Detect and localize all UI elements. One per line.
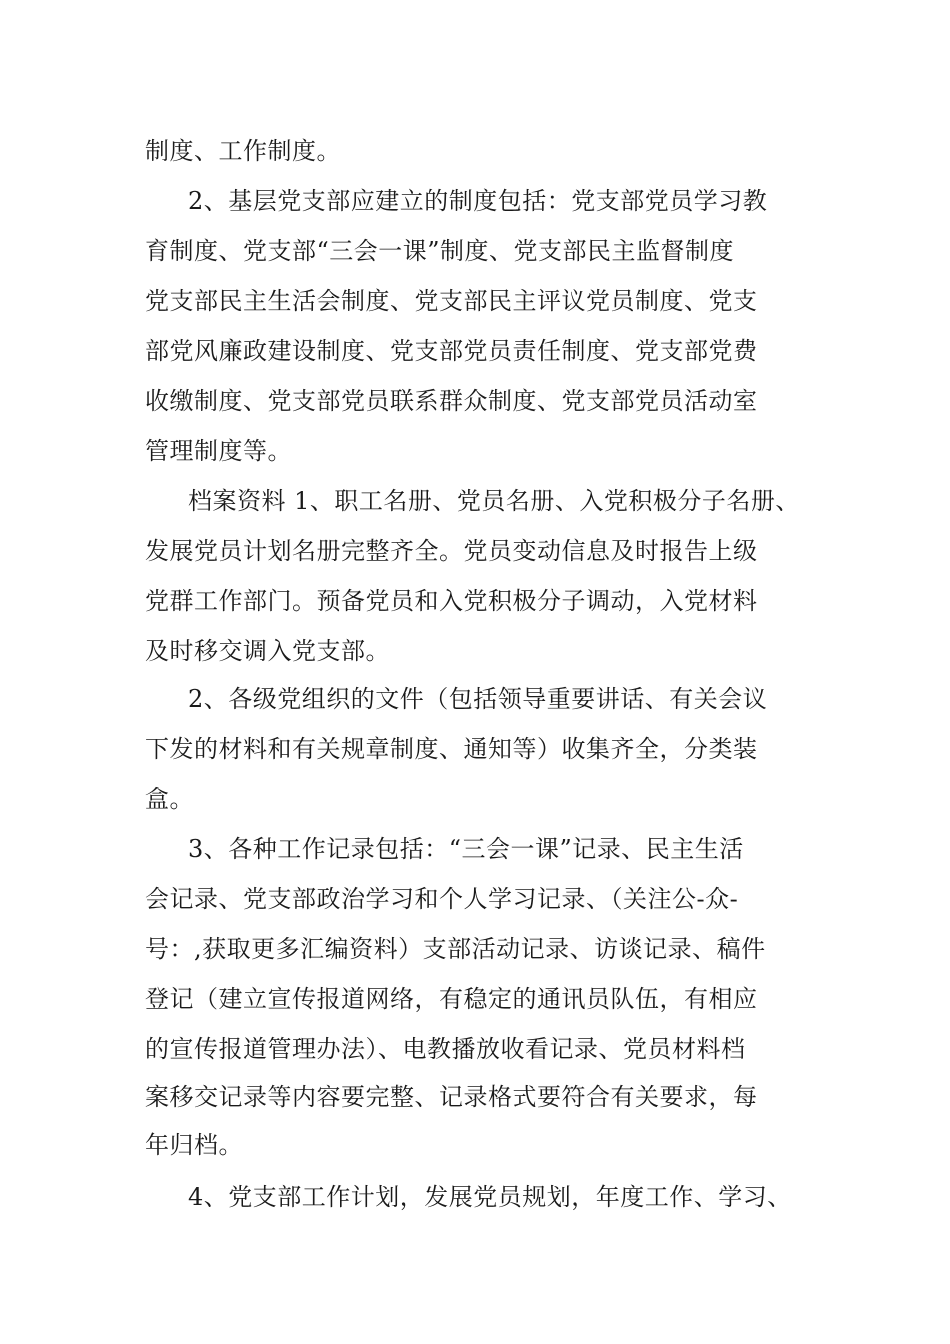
text-line: 登记（建立宣传报道网络，有稳定的通讯员队伍，有相应 bbox=[145, 985, 758, 1013]
text-line: 2、各级党组织的文件（包括领导重要讲话、有关会议 bbox=[188, 685, 768, 713]
text-line: 发展党员计划名册完整齐全。党员变动信息及时报告上级 bbox=[145, 537, 758, 565]
text-line: 收缴制度、党支部党员联系群众制度、党支部党员活动室 bbox=[145, 387, 758, 415]
text-line: 及时移交调入党支部。 bbox=[145, 637, 390, 665]
text-line: 部党风廉政建设制度、党支部党员责任制度、党支部党费 bbox=[145, 337, 758, 365]
text-line: 制度、工作制度。 bbox=[145, 137, 341, 165]
text-line: 会记录、党支部政治学习和个人学习记录、（关注公-众- bbox=[145, 885, 739, 913]
text-line: 的宣传报道管理办法）、电教播放收看记录、党员材料档 bbox=[145, 1035, 746, 1063]
text-line: 党群工作部门。预备党员和入党积极分子调动，入党材料 bbox=[145, 587, 758, 615]
text-line: 下发的材料和有关规章制度、通知等）收集齐全，分类装 bbox=[145, 735, 758, 763]
text-line: 管理制度等。 bbox=[145, 437, 292, 465]
text-line: 年归档。 bbox=[145, 1131, 243, 1159]
text-line: 育制度、党支部“三会一课”制度、党支部民主监督制度 bbox=[145, 237, 735, 265]
text-line: 党支部民主生活会制度、党支部民主评议党员制度、党支 bbox=[145, 287, 758, 315]
text-line: 档案资料 1、职工名册、党员名册、入党积极分子名册、 bbox=[188, 487, 800, 515]
text-line: 盒。 bbox=[145, 785, 194, 813]
text-line: 4、党支部工作计划，发展党员规划，年度工作、学习、 bbox=[188, 1183, 792, 1211]
text-line: 号：,获取更多汇编资料）支部活动记录、访谈记录、稿件 bbox=[145, 935, 766, 963]
text-line: 2、基层党支部应建立的制度包括：党支部党员学习教 bbox=[188, 187, 768, 215]
text-line: 案移交记录等内容要完整、记录格式要符合有关要求，每 bbox=[145, 1083, 758, 1111]
text-line: 3、各种工作记录包括：“三会一课”记录、民主生活 bbox=[188, 835, 744, 863]
